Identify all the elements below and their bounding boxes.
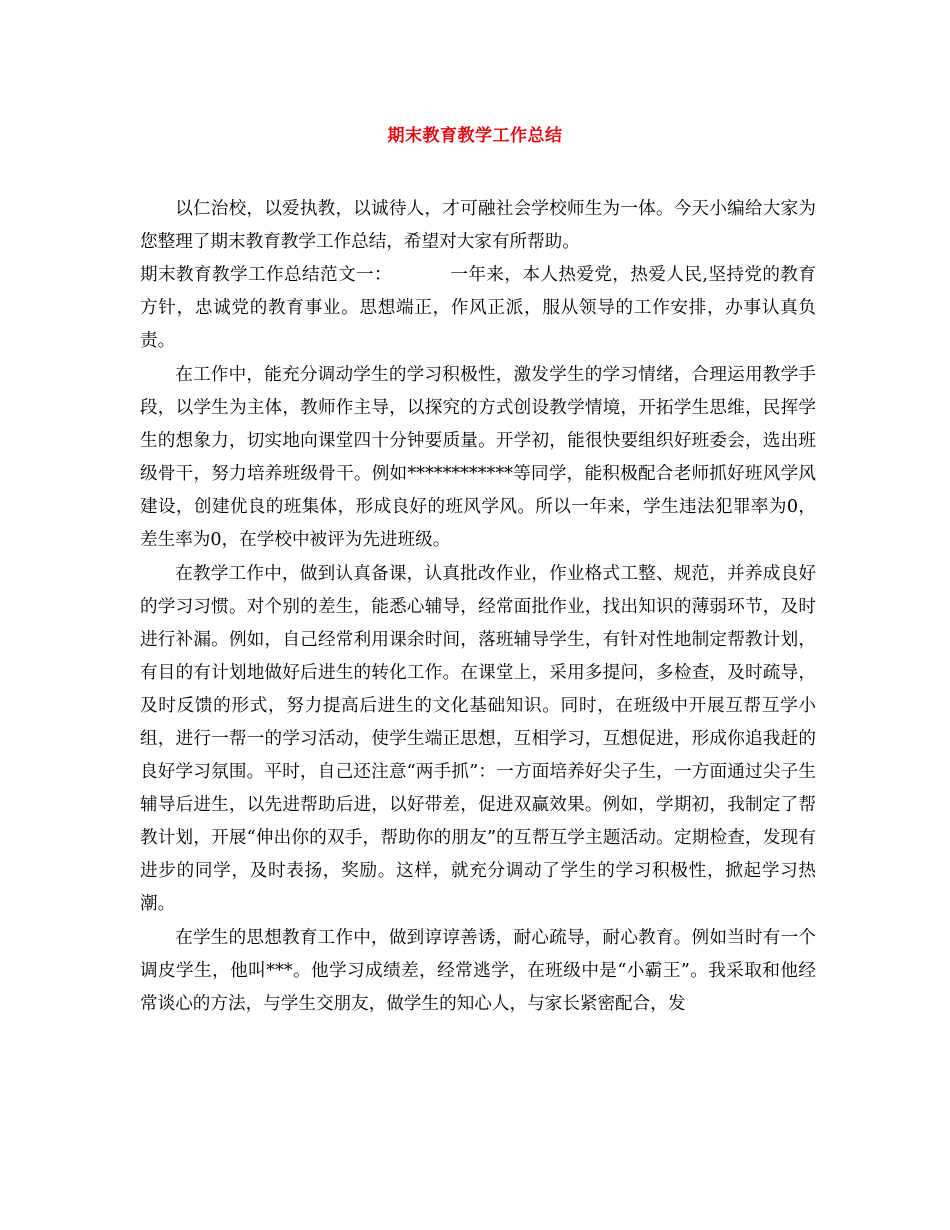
body-paragraph: 在工作中，能充分调动学生的学习积极性，激发学生的学习情绪，合理运用教学手段，以学生为主体，教师作主导，以探究的方式创设教学情境，开拓学生思维，民挥学生的想象力，切实地向课堂四十分钟要质量。开学初，能很快要组织好班委会，选出班级骨干，努力培养班级骨干。例如************等同学，能积极配合老师抓好班风学风建设，创建优良的班集体，形成良好的班风学风。所以一年来，学生违法犯罪率为0，差生率为0，在学校中被评为先进班级。 [140, 365, 816, 550]
sample-paragraph [140, 259, 816, 358]
intro-paragraph: 以仁治校，以爱执教，以诚待人，才可融社会学校师生为一体。今天小编给大家为您整理了期末教育教学工作总结，希望对大家有所帮助。 [140, 199, 816, 252]
body-paragraph: 在教学工作中，做到认真备课，认真批改作业，作业格式工整、规范，并养成良好的学习习惯。对个别的差生，能悉心辅导，经常面批作业，找出知识的薄弱环节，及时进行补漏。例如，自己经常利用课余时间，落班辅导学生，有针对性地制定帮教计划，有目的有计划地做好后进生的转化工作。在课堂上，采用多提问，多检查，及时疏导，及时反馈的形式，努力提高后进生的文化基础知识。同时，在班级中开展互帮互学小组，进行一帮一的学习活动，使学生端正思想，互相学习，互想促进，形成你追我赶的良好学习氛围。平时，自己还注意“两手抓”：一方面培养好尖子生，一方面通过尖子生辅导后进生，以先进帮助后进，以好带差，促进双赢效果。例如，学期初，我制定了帮教计划，开展“伸出你的双手，帮助你的朋友”的互帮互学主题活动。定期检查，发现有进步的同学，及时表扬，奖励。这样，就充分调动了学生的学习积极性，掀起学习热潮。 [140, 564, 816, 914]
document-title: 期末教育教学工作总结 [387, 126, 563, 146]
sample-label: 期末教育教学工作总结范文一： [140, 265, 392, 285]
body-paragraph: 在学生的思想教育工作中，做到谆谆善诱，耐心疏导，耐心教育。例如当时有一个调皮学生，他叫***。他学习成绩差，经常逃学，在班级中是“小霸王”。我采取和他经常谈心的方法，与学生交朋友，做学生的知心人，与家长紧密配合，发 [140, 928, 816, 1014]
sample-text: 一年来，本人热爱党，热爱人民,坚持党的教育方针，忠诚党的教育事业。思想端正，作风正派，服从领导的工作安排，办事认真负责。 [140, 265, 816, 351]
document-body [140, 193, 816, 1021]
